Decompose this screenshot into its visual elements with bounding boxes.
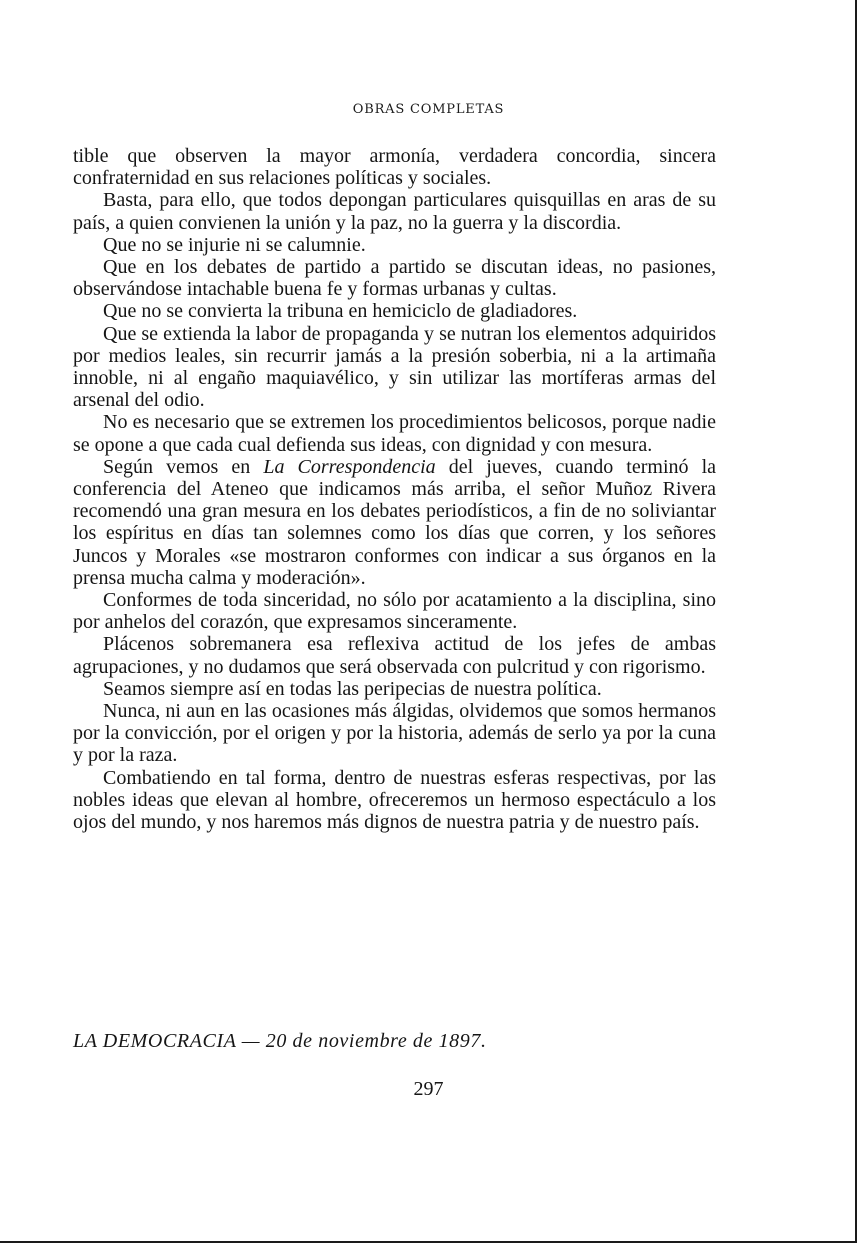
paragraph: Que no se convierta la tribuna en hemiciclo de gladiadores. [103, 300, 578, 323]
paragraph: Combatiendo en tal forma, dentro de nuestras esferas respectivas, por las nobles ideas que elevan al hombre, ofreceremos un hermoso espectáculo a los ojos del mundo, y nos haremos más dignos de nuestra patria y de nuestro país. [73, 766, 716, 834]
paragraph: Conformes de toda sinceridad, no sólo por acatamiento a la disciplina, sino por anhelos del corazón, que expresamos sinceramente. [73, 589, 716, 634]
paragraph: tible que observen la mayor armonía, verdadera concordia, sincera confraternidad en sus relaciones políticas y sociales. [73, 145, 716, 190]
paragraph: Que en los debates de partido a partido se discutan ideas, no pasiones, observándose intachable buena fe y formas urbanas y cultas. [73, 256, 716, 301]
paragraph: No es necesario que se extremen los procedimientos belicosos, porque nadie se opone a que cada cual defienda sus ideas, con dignidad y con mesura. [73, 411, 716, 456]
article-body [73, 145, 716, 833]
running-head: OBRAS COMPLETAS [352, 102, 505, 117]
paragraph-text: del jueves, cuando terminó la conferencia del Ateneo que indicamos más arriba, el señor Muñoz Rivera recomendó una gran mesura en los debates periodísticos, a fin de no soliviantar los espíritus en días tan solemnes como los días que corren, y los señores Juncos y Morales «se mostraron conformes con indicar a sus órganos en la prensa mucha calma y moderación». [73, 455, 717, 589]
paragraph-correspondencia [73, 456, 716, 589]
paragraph: Basta, para ello, que todos depongan particulares quisquillas en aras de su país, a quien convienen la unión y la paz, no la guerra y la discordia. [73, 189, 716, 234]
source-signature: LA DEMOCRACIA — 20 de noviembre de 1897. [73, 1030, 487, 1052]
paragraph: Que se extienda la labor de propaganda y se nutran los elementos adquiridos por medios leales, sin recurrir jamás a la presión soberbia, ni a la artimaña innoble, ni al engaño maquiavélico, y sin utilizar las mortíferas armas del arsenal del odio. [73, 322, 716, 412]
newspaper-title: La Correspondencia [263, 455, 436, 478]
paragraph: Plácenos sobremanera esa reflexiva actitud de los jefes de ambas agrupaciones, y no dudamos que será observada con pulcritud y con rigorismo. [73, 633, 716, 678]
paragraph: Que no se injurie ni se calumnie. [103, 233, 366, 256]
paragraph: Seamos siempre así en todas las peripecias de nuestra política. [103, 677, 602, 700]
paragraph-text: Según vemos en [103, 455, 264, 478]
paragraph: Nunca, ni aun en las ocasiones más álgidas, olvidemos que somos hermanos por la convicción, por el origen y por la historia, además de serlo ya por la cuna y por la raza. [73, 700, 716, 767]
page-number: 297 [413, 1078, 444, 1100]
